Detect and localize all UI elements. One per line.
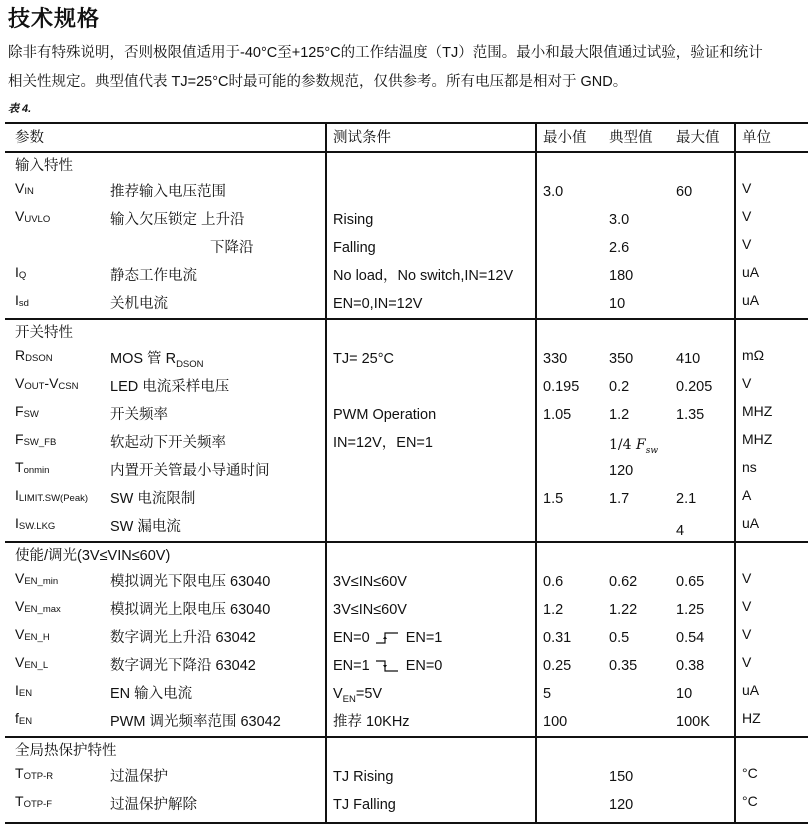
param-symbol [15,263,26,285]
symbol-subscript: UVLO [24,214,51,225]
test-condition: PWM Operation [333,407,437,423]
description-text: 内置开关管最小导通时间 [110,463,270,479]
test-condition [333,685,382,709]
fsw-symbol: $F_{sw}$ [635,437,659,456]
typ-value: 150 [609,769,634,785]
description-text: 软起动下开关频率 [110,435,226,451]
test-condition: EN=0,IN=12V [333,296,423,312]
param-symbol [15,653,48,675]
intro-paragraph-line-2: 相关性规定。典型值代表 TJ=25°C时最可能的参数规范，仅供参考。所有电压都是相对于 GND。 [8,74,628,90]
description-text: MOS 管 R [110,351,177,367]
symbol-subscript: Q [18,270,27,281]
description-subscript: DSON [176,358,204,370]
param-symbol [15,402,39,424]
unit-value: mΩ [742,347,765,363]
description-text: 输入欠压锁定 上升沿 [110,212,245,228]
typ-value: 180 [609,268,634,284]
min-value: 100 [543,714,568,730]
condition-from: EN=1 [333,658,370,674]
symbol-subscript: onmin [23,465,50,476]
condition-to: EN=0 [405,658,443,674]
param-symbol [15,597,61,619]
param-description [110,211,245,229]
condition-value: =5V [355,686,383,702]
description-text: EN 输入电流 [110,686,193,702]
column-divider-values [535,122,537,823]
min-value: 0.31 [543,630,572,646]
symbol-subscript: EN [18,716,33,727]
section-title: 输入特性 [15,158,73,174]
typ-value: 350 [609,351,634,367]
param-description [110,713,281,731]
section-title: 使能/调光(3V≤VIN≤60V) [15,548,171,564]
condition-to: EN=1 [405,630,443,646]
symbol-subscript: OTP-F [23,799,53,810]
symbol-subscript: EN_L [24,660,49,671]
param-description [110,406,168,424]
section-rule-3 [5,736,808,738]
param-description [110,685,192,703]
max-value: 1.25 [676,602,705,618]
symbol-base: F [15,403,24,419]
param-symbol [15,430,56,452]
header-condition: 测试条件 [333,130,391,146]
test-condition: 推荐 10KHz [333,714,410,730]
condition-subscript: EN [342,693,356,705]
param-symbol [15,792,52,814]
unit-value: V [742,598,752,614]
max-value: 0.205 [676,379,713,395]
description-text: SW 电流限制 [110,491,196,507]
param-description [210,239,254,257]
symbol-subscript: sd [18,298,29,309]
max-value: 60 [676,184,693,200]
min-value: 0.195 [543,379,580,395]
param-symbol [15,764,53,786]
header-typ: 典型值 [609,130,653,146]
param-description [110,573,270,591]
symbol-subscript: DSON [25,353,53,364]
param-symbol [15,709,32,731]
typ-value: 0.2 [609,379,630,395]
symbol-base: I [15,264,19,280]
param-description [110,295,168,313]
symbol-base: V [15,180,25,196]
typ-value [609,436,658,460]
max-value: 0.54 [676,630,705,646]
symbol-subscript: OTP-R [23,771,54,782]
param-description [110,267,197,285]
max-value: 0.65 [676,574,705,590]
column-divider-condition [325,122,327,823]
min-value: 1.2 [543,602,564,618]
header-min: 最小值 [543,130,587,146]
rising-edge-icon [376,631,398,645]
description-text: 模拟调光下限电压 63040 [110,574,271,590]
unit-value: V [742,570,752,586]
description-text: 过温保护 [110,769,168,785]
description-text: 关机电流 [110,296,168,312]
symbol-base: V [15,375,25,391]
test-condition [333,629,442,647]
max-value: 10 [676,686,693,702]
symbol-base: I [15,487,19,503]
symbol-subscript: IN [24,186,34,197]
param-description [110,183,226,201]
test-condition: Falling [333,240,376,256]
typ-value: 1.22 [609,602,638,618]
description-text: SW 漏电流 [110,519,181,535]
max-value: 1.35 [676,407,705,423]
param-description [110,629,256,647]
section-rule-1 [5,318,808,320]
unit-value: A [742,487,752,503]
test-condition: TJ Rising [333,769,394,785]
unit-value: uA [742,515,760,531]
symbol-subscript: LIMIT.SW(Peak) [18,493,89,504]
symbol-base: V [15,598,25,614]
typ-value: 0.5 [609,630,630,646]
param-description [110,378,229,396]
table-caption: 表 4. [8,103,32,115]
test-condition: 3V≤IN≤60V [333,602,407,618]
column-divider-unit [734,122,736,823]
min-value: 3.0 [543,184,564,200]
test-condition: No load，No switch,IN=12V [333,268,514,284]
symbol-base: V [15,570,25,586]
unit-value: V [742,375,752,391]
param-symbol [15,514,55,536]
description-text: 数字调光上升沿 63042 [110,630,256,646]
unit-value: V [742,208,752,224]
symbol-base: F [15,431,24,447]
param-description [110,601,270,619]
unit-value: MHZ [742,431,773,447]
unit-value: V [742,626,752,642]
unit-value: uA [742,682,760,698]
description-text: 过温保护解除 [110,797,197,813]
symbol-subscript: OUT [24,381,45,392]
param-symbol [15,179,34,201]
symbol-base: T [15,765,24,781]
typ-value: 0.62 [609,574,638,590]
intro-paragraph-line-1: 除非有特殊说明，否则极限值适用于-40°C至+125°C的工作结温度（TJ）范围。最小和最大限值通过试验，验证和统计 [8,45,763,61]
param-symbol [15,207,50,229]
test-condition: 3V≤IN≤60V [333,574,407,590]
test-condition [333,657,442,675]
page-title: 技术规格 [8,6,101,31]
header-bottom-rule [5,151,808,153]
description-text: 模拟调光上限电压 63040 [110,602,271,618]
min-value: 0.6 [543,574,564,590]
unit-value: °C [742,765,758,781]
description-text: 推荐输入电压范围 [110,184,226,200]
typ-value: 0.35 [609,658,638,674]
min-value: 1.05 [543,407,572,423]
min-value: 0.25 [543,658,572,674]
test-condition: TJ= 25°C [333,351,395,367]
unit-value: HZ [742,710,761,726]
symbol-subscript: EN [18,688,33,699]
header-param: 参数 [15,130,44,146]
param-description [110,518,181,536]
param-symbol [15,458,49,480]
max-value: 410 [676,351,701,367]
symbol-base: I [15,292,19,308]
param-symbol [15,681,32,703]
typ-value: 3.0 [609,212,630,228]
description-text: LED 电流采样电压 [110,379,230,395]
test-condition: Rising [333,212,374,228]
param-description [110,796,197,814]
symbol-base: I [15,515,19,531]
typ-value: 120 [609,463,634,479]
param-description [110,434,226,452]
unit-value: uA [742,264,760,280]
section-rule-2 [5,541,808,543]
symbol-base: V [15,626,25,642]
param-description [110,768,168,786]
typ-value: 10 [609,296,626,312]
symbol-subscript-2: CSN [58,381,79,392]
symbol-base: V [15,654,25,670]
param-description [110,462,270,480]
param-symbol [15,291,29,313]
min-value: 1.5 [543,491,564,507]
typ-value: 120 [609,797,634,813]
condition-symbol: V [333,686,343,702]
typ-formula: 1/4 [609,437,636,453]
section-title: 开关特性 [15,325,73,341]
section-title: 全局热保护特性 [15,743,117,759]
param-symbol [15,374,78,396]
falling-edge-icon [376,659,398,673]
param-description [110,490,195,508]
min-value: 330 [543,351,568,367]
typ-value: 1.7 [609,491,630,507]
max-value: 0.38 [676,658,705,674]
description-text: 静态工作电流 [110,268,197,284]
max-value: 2.1 [676,491,697,507]
param-description [110,657,256,675]
header-unit: 单位 [742,130,771,146]
test-condition: IN=12V，EN=1 [333,435,433,451]
max-value: 100K [676,714,710,730]
unit-value: V [742,654,752,670]
condition-from: EN=0 [333,630,370,646]
typ-value: 1.2 [609,407,630,423]
symbol-subscript: SW.LKG [18,521,56,532]
test-condition: TJ Falling [333,797,396,813]
description-text: 下降沿 [210,240,254,256]
table-bottom-rule [5,822,808,824]
table-top-rule [5,122,808,124]
param-symbol [15,569,58,591]
unit-value: MHZ [742,403,773,419]
unit-value: uA [742,292,760,308]
symbol-subscript: SW [23,409,39,420]
param-symbol [15,625,50,647]
symbol-base: I [15,682,19,698]
symbol-subscript: EN_max [24,604,61,615]
typ-value: 2.6 [609,240,630,256]
param-description [110,350,204,374]
unit-value: V [742,236,752,252]
description-text: 数字调光下降沿 63042 [110,658,256,674]
param-symbol [15,486,88,508]
symbol-subscript: SW_FB [23,437,57,448]
symbol-subscript: EN_min [24,576,59,587]
param-symbol [15,346,53,368]
symbol-base: T [15,793,24,809]
unit-value: °C [742,793,758,809]
fsw-subscript: sw [645,445,659,456]
description-text: 开关频率 [110,407,168,423]
symbol-base: f [15,710,19,726]
min-value: 5 [543,686,552,702]
symbol-base: V [15,208,25,224]
symbol-subscript: EN_H [24,632,50,643]
description-text: PWM 调光频率范围 63042 [110,714,281,730]
symbol-base: R [15,347,26,363]
unit-value: ns [742,459,757,475]
header-max: 最大值 [676,130,720,146]
symbol-base-2: -V [44,375,59,391]
symbol-base: T [15,459,24,475]
unit-value: V [742,180,752,196]
max-value: 4 [676,523,685,539]
